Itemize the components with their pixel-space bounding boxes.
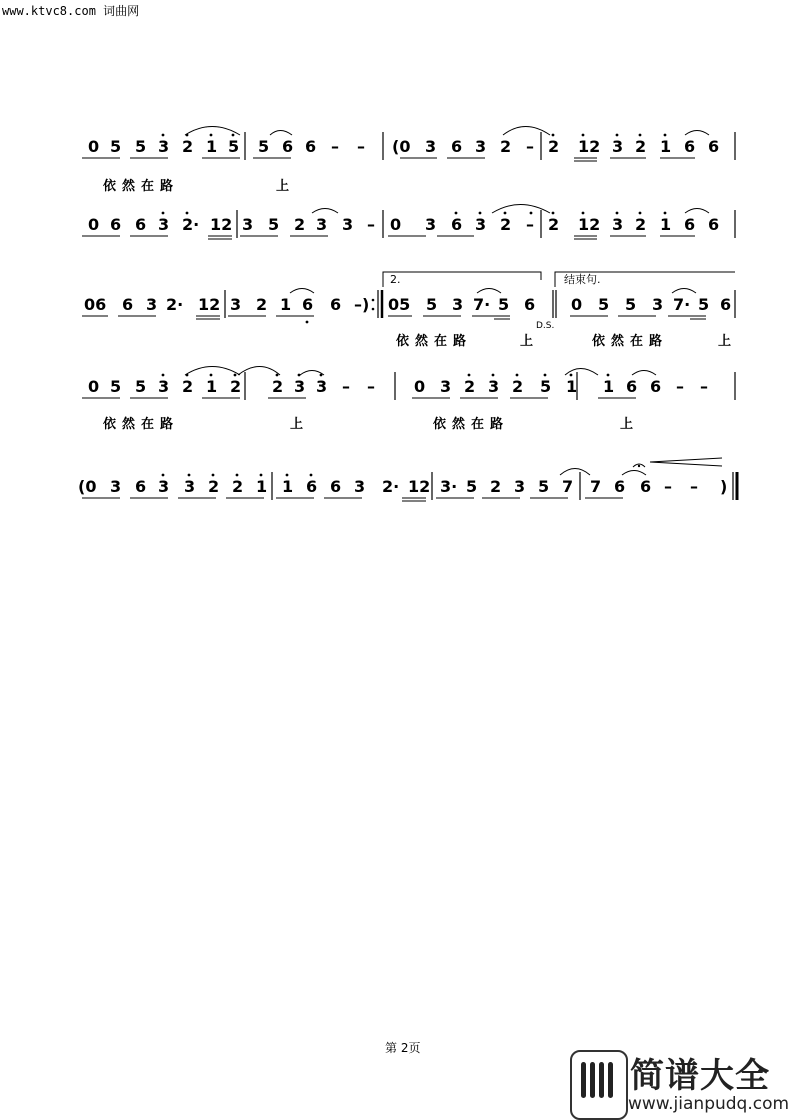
note: 2· xyxy=(382,477,400,496)
note: 1 xyxy=(603,377,615,396)
note: 3 xyxy=(514,477,526,496)
note: 6 xyxy=(708,215,720,234)
note: 3 xyxy=(354,477,366,496)
note: 2 xyxy=(490,477,502,496)
note: 1 xyxy=(280,295,292,314)
note: 2 xyxy=(256,295,268,314)
note: 5 xyxy=(268,215,280,234)
note: 2 xyxy=(635,137,647,156)
note: 3 xyxy=(184,477,196,496)
note: 3 xyxy=(158,137,170,156)
note: 5 xyxy=(228,137,240,156)
note: 5 xyxy=(466,477,478,496)
note: 5 xyxy=(698,295,710,314)
note: 5 xyxy=(538,477,550,496)
octave-dot xyxy=(504,212,507,215)
note: 2 xyxy=(548,137,560,156)
octave-dot xyxy=(212,474,215,477)
octave-dot xyxy=(234,374,237,377)
octave-dot xyxy=(455,212,458,215)
note: 3 xyxy=(230,295,242,314)
note: 3 xyxy=(475,215,487,234)
note: 6 xyxy=(720,295,732,314)
note: (0 xyxy=(392,137,411,156)
note: 3 xyxy=(612,137,624,156)
note: 1 xyxy=(660,215,672,234)
note: 0 xyxy=(88,215,100,234)
note: 6 xyxy=(305,137,317,156)
note: 2 xyxy=(635,215,647,234)
note: 2· xyxy=(182,215,200,234)
note: 12 xyxy=(210,215,233,234)
note: 3 xyxy=(425,215,437,234)
note: 2 xyxy=(294,215,306,234)
octave-dot xyxy=(276,374,279,377)
note: 7 xyxy=(562,477,574,496)
note: 12 xyxy=(408,477,431,496)
octave-dot xyxy=(236,474,239,477)
site-logo[interactable] xyxy=(568,1048,790,1119)
note: 5 xyxy=(498,295,510,314)
note: – xyxy=(664,477,672,496)
piano-icon xyxy=(570,1050,628,1120)
note: 5 xyxy=(540,377,552,396)
note: 2 xyxy=(500,137,512,156)
note: 0 xyxy=(88,137,100,156)
note: 2 xyxy=(272,377,284,396)
octave-dot xyxy=(286,474,289,477)
octave-dot xyxy=(492,374,495,377)
note: 6 xyxy=(110,215,122,234)
note: 3 xyxy=(475,137,487,156)
note: 5 xyxy=(625,295,637,314)
note: 12 xyxy=(578,215,601,234)
octave-dot xyxy=(320,374,323,377)
logo-title: 简谱大全 xyxy=(630,1056,770,1096)
note: 1 xyxy=(256,477,268,496)
note: 3 xyxy=(488,377,500,396)
note: 3 xyxy=(316,215,328,234)
octave-dot xyxy=(616,134,619,137)
note: 06 xyxy=(84,295,107,314)
octave-dot xyxy=(530,212,533,215)
note: 2 xyxy=(182,377,194,396)
note: – xyxy=(526,215,534,234)
octave-dot xyxy=(552,212,555,215)
note: 6 xyxy=(451,137,463,156)
note: 6 xyxy=(650,377,662,396)
octave-dot xyxy=(582,134,585,137)
note: – xyxy=(526,137,534,156)
lyric: 依然在路 xyxy=(103,417,180,432)
note: –) xyxy=(354,295,370,314)
note: 3 xyxy=(342,215,354,234)
note: 5 xyxy=(110,137,122,156)
note: 2 xyxy=(500,215,512,234)
octave-dot xyxy=(582,212,585,215)
lyric: 依然在路 xyxy=(396,334,473,349)
octave-dot xyxy=(162,134,165,137)
lyric: 上 xyxy=(520,334,540,349)
note: – xyxy=(331,137,339,156)
note: 6 xyxy=(451,215,463,234)
note: 12 xyxy=(578,137,601,156)
ds-marker: D.S. xyxy=(536,321,555,331)
octave-dot xyxy=(162,212,165,215)
logo-url: www.jianpudq.com xyxy=(628,1094,790,1114)
note: 3 xyxy=(612,215,624,234)
note: 2 xyxy=(464,377,476,396)
note: 1 xyxy=(566,377,578,396)
note: 3 xyxy=(242,215,254,234)
note: – xyxy=(676,377,684,396)
note: 3 xyxy=(452,295,464,314)
octave-dot xyxy=(639,212,642,215)
note: 0 xyxy=(390,215,402,234)
octave-dot xyxy=(210,134,213,137)
note: 7 xyxy=(590,477,602,496)
note: 6 xyxy=(306,477,318,496)
note: (0 xyxy=(78,477,97,496)
note: 6 xyxy=(135,477,147,496)
note: 7· xyxy=(473,295,491,314)
note: 3 xyxy=(158,215,170,234)
note: 6 xyxy=(135,215,147,234)
octave-dot xyxy=(468,374,471,377)
note: 5 xyxy=(135,377,147,396)
note: 6 xyxy=(614,477,626,496)
octave-dot xyxy=(639,134,642,137)
note: 2 xyxy=(182,137,194,156)
note: 2· xyxy=(166,295,184,314)
note: 3 xyxy=(158,477,170,496)
octave-dot xyxy=(186,134,189,137)
note: 3 xyxy=(440,377,452,396)
note: 6 xyxy=(330,477,342,496)
octave-dot xyxy=(260,474,263,477)
octave-dot xyxy=(162,474,165,477)
note: 6 xyxy=(626,377,638,396)
octave-dot xyxy=(298,374,301,377)
note: 2 xyxy=(548,215,560,234)
lyric: 上 xyxy=(620,417,640,432)
note: 6 xyxy=(524,295,536,314)
octave-dot xyxy=(162,374,165,377)
octave-dot xyxy=(607,374,610,377)
note: 05 xyxy=(388,295,411,314)
note: 2 xyxy=(230,377,242,396)
note: 5 xyxy=(598,295,610,314)
note: 3 xyxy=(158,377,170,396)
octave-dot xyxy=(552,134,555,137)
octave-dot xyxy=(232,134,235,137)
volta-label: 2. xyxy=(390,273,401,286)
ending-label: 结束句. xyxy=(564,273,601,286)
note: 1 xyxy=(282,477,294,496)
note: 3 xyxy=(425,137,437,156)
note: 6 xyxy=(684,137,696,156)
note: 6 xyxy=(330,295,342,314)
note: – xyxy=(357,137,365,156)
octave-dot xyxy=(616,212,619,215)
note: 1 xyxy=(660,137,672,156)
note: 0 xyxy=(88,377,100,396)
page-number: 第 2页 xyxy=(385,1041,421,1055)
octave-dot xyxy=(186,374,189,377)
note: 12 xyxy=(198,295,221,314)
octave-dot xyxy=(306,321,309,324)
octave-dot xyxy=(210,374,213,377)
note: 0 xyxy=(571,295,583,314)
octave-dot xyxy=(664,134,667,137)
site-header[interactable]: www.ktvc8.com 词曲网 xyxy=(2,4,140,18)
lyric: 上 xyxy=(718,334,738,349)
note: 0 xyxy=(414,377,426,396)
note: ) xyxy=(720,477,728,496)
octave-dot xyxy=(570,374,573,377)
lyric: 依然在路 xyxy=(433,417,510,432)
note: 5 xyxy=(426,295,438,314)
note: 2 xyxy=(232,477,244,496)
note: 3· xyxy=(440,477,458,496)
note: 5 xyxy=(110,377,122,396)
note: – xyxy=(690,477,698,496)
note: – xyxy=(367,215,375,234)
note: 6 xyxy=(302,295,314,314)
lyric: 依然在路 xyxy=(103,179,180,194)
note: 6 xyxy=(684,215,696,234)
note: 6 xyxy=(708,137,720,156)
note: 3 xyxy=(110,477,122,496)
octave-dot xyxy=(664,212,667,215)
note: 5 xyxy=(258,137,270,156)
lyric: 上 xyxy=(290,417,310,432)
note: 3 xyxy=(316,377,328,396)
note: 1 xyxy=(206,137,218,156)
octave-dot xyxy=(544,374,547,377)
note: 1 xyxy=(206,377,218,396)
lyric: 上 xyxy=(276,179,296,194)
note: 5 xyxy=(135,137,147,156)
note: 6 xyxy=(122,295,134,314)
octave-dot xyxy=(310,474,313,477)
note: 3 xyxy=(652,295,664,314)
note: 2 xyxy=(208,477,220,496)
note: 3 xyxy=(146,295,158,314)
note: – xyxy=(700,377,708,396)
note: 6 xyxy=(640,477,652,496)
note: 2 xyxy=(512,377,524,396)
octave-dot xyxy=(186,212,189,215)
note: – xyxy=(342,377,350,396)
lyric: 依然在路 xyxy=(592,334,669,349)
note: 6 xyxy=(282,137,294,156)
note: 7· xyxy=(673,295,691,314)
octave-dot xyxy=(479,212,482,215)
octave-dot xyxy=(188,474,191,477)
octave-dot xyxy=(516,374,519,377)
note: 3 xyxy=(294,377,306,396)
note: – xyxy=(367,377,375,396)
